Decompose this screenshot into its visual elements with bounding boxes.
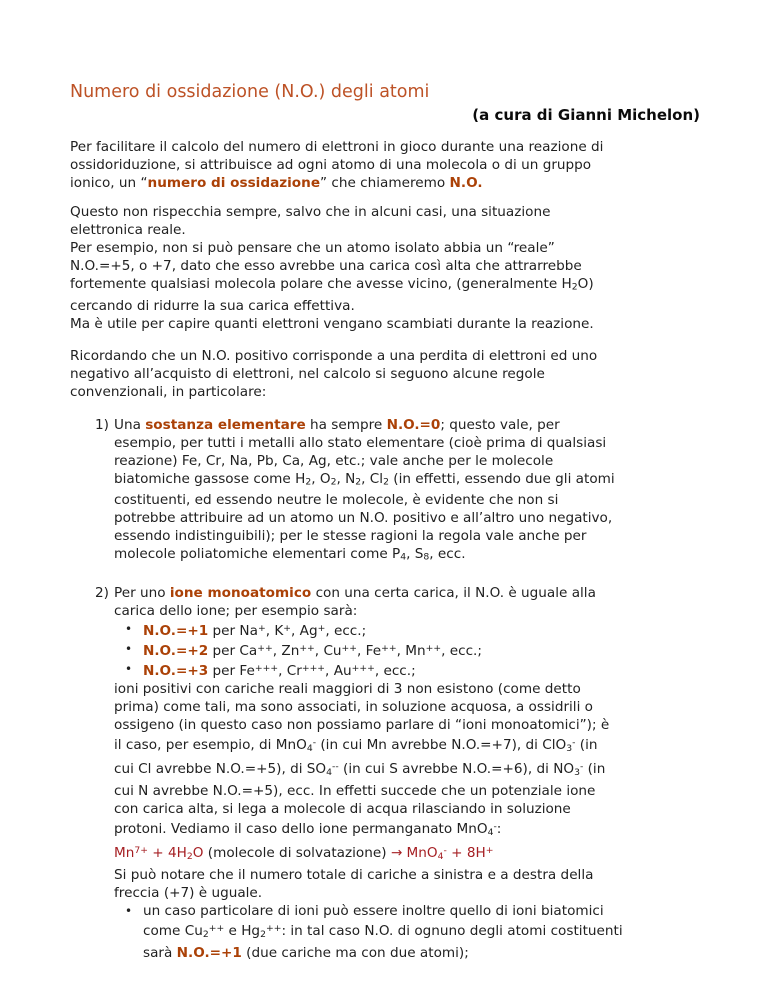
document-body — [70, 138, 700, 962]
rules-intro-paragraph: Ricordando che un N.O. positivo corrisponde a una perdita di elettroni ed uno negativo all’acquisto di elettroni, nel calcolo si seguono alcune regole convenzionali, in particolare: — [70, 347, 598, 400]
polyatomic-ions-text: ioni positivi con cariche reali maggiori di 3 non esistono (come detto prima) come tali, ma sono associati, in soluzione acquosa, a ossidrili o ossigeno (in questo caso non possiamo parlare di “ioni monoatomici”); è il caso, per esempio, di MnO4- (in cui Mn avrebbe N.O.=+7), di ClO3- (in cui Cl avrebbe N.O.=+5), di SO4-- (in cui S avrebbe N.O.=+6), di NO3- (in cui N avrebbe N.O.=+5), ecc. In effetti succede che un potenziale ione con carica alta, si lega a molecole di acqua rilasciando in soluzione protoni. Vediamo il caso dello ione permanganato MnO4-: — [114, 681, 610, 838]
document-byline: (a cura di Gianni Michelon) — [472, 106, 700, 124]
charge-balance-text: Si può notare che il numero totale di cariche a sinistra e a destra della freccia (+7) è uguale. — [114, 866, 594, 901]
rule-2-item: 2) Per uno ione monoatomico con una certa carica, il N.O. è uguale alla carica dello ione; per esempio sarà: — [95, 584, 596, 619]
page-title: Numero di ossidazione (N.O.) degli atomi — [70, 82, 430, 102]
permanganate-equation: $Mn^{7+} + 4H2O$ (molecole di solvatazione) → MnO4- + 8H+ — [114, 844, 494, 862]
intro-paragraph: Per facilitare il calcolo del numero di elettroni in gioco durante una reazione di ossidoriduzione, si attribuisce ad ogni atomo di una molecola o di un gruppo ionico, un “numero di ossidazione” che chiameremo N.O. — [70, 139, 604, 191]
bullet-marker: • — [125, 903, 133, 918]
spacer — [70, 192, 700, 203]
reality-note-paragraph: Questo non rispecchia sempre, salvo che in alcuni casi, una situazione elettronica reale. Per esempio, non si può pensare che un atomo isolato abbia un “reale” N.O.=+5, o +7, dato che esso avrebbe una carica così alta che attrarrebbe fortemente qualsiasi molecola polare che avesse vicino, (generalmente H2O) cercando di ridurre la sua carica effettiva. Ma è utile per capire quanti elettroni vengano scambiati durante la reazione. — [70, 204, 594, 332]
no-plus1-bullet: • N.O.=+1 per Na+, K+, Ag+, ecc.; — [125, 621, 367, 640]
biatomic-ions-bullet: • un caso particolare di ioni può essere inoltre quello di ioni biatomici come Cu2++ e Hg2++: in tal caso N.O. di ognuno degli atomi costituenti sarà N.O.=+1 (due cariche ma con due atomi); — [125, 902, 623, 961]
spacer — [70, 401, 700, 416]
no-plus3-bullet: • N.O.=+3 per Fe+++, Cr+++, Au+++, ecc.; — [125, 662, 416, 680]
item-number: 2) — [95, 584, 109, 601]
rule-1-item: 1) Una sostanza elementare ha sempre N.O.=0; questo vale, per esempio, per tutti i metalli allo stato elementare (cioè prima di qualsiasi reazione) Fe, Cr, Na, Pb, Ca, Ag, etc.; vale anche per le molecole biatomiche gassose come H2, O2, N2, Cl2 (in effetti, essendo due gli atomi costituenti, ed essendo neutre le molecole, è evidente che non si potrebbe attribuire ad un atomo un N.O. positivo e all’altro uno negativo, essendo indistinguibili); per le stesse ragioni la regola vale anche per molecole poliatomiche elementari come P4, S8, ecc. — [95, 416, 615, 563]
no-plus2-bullet: • N.O.=+2 per Ca++, Zn++, Cu++, Fe++, Mn++, ecc.; — [125, 642, 482, 660]
spacer — [70, 567, 700, 584]
bullet-marker: • — [125, 662, 133, 677]
item-number: 1) — [95, 416, 109, 433]
spacer — [70, 333, 700, 347]
bullet-marker: • — [125, 621, 133, 636]
bullet-marker: • — [125, 642, 133, 657]
